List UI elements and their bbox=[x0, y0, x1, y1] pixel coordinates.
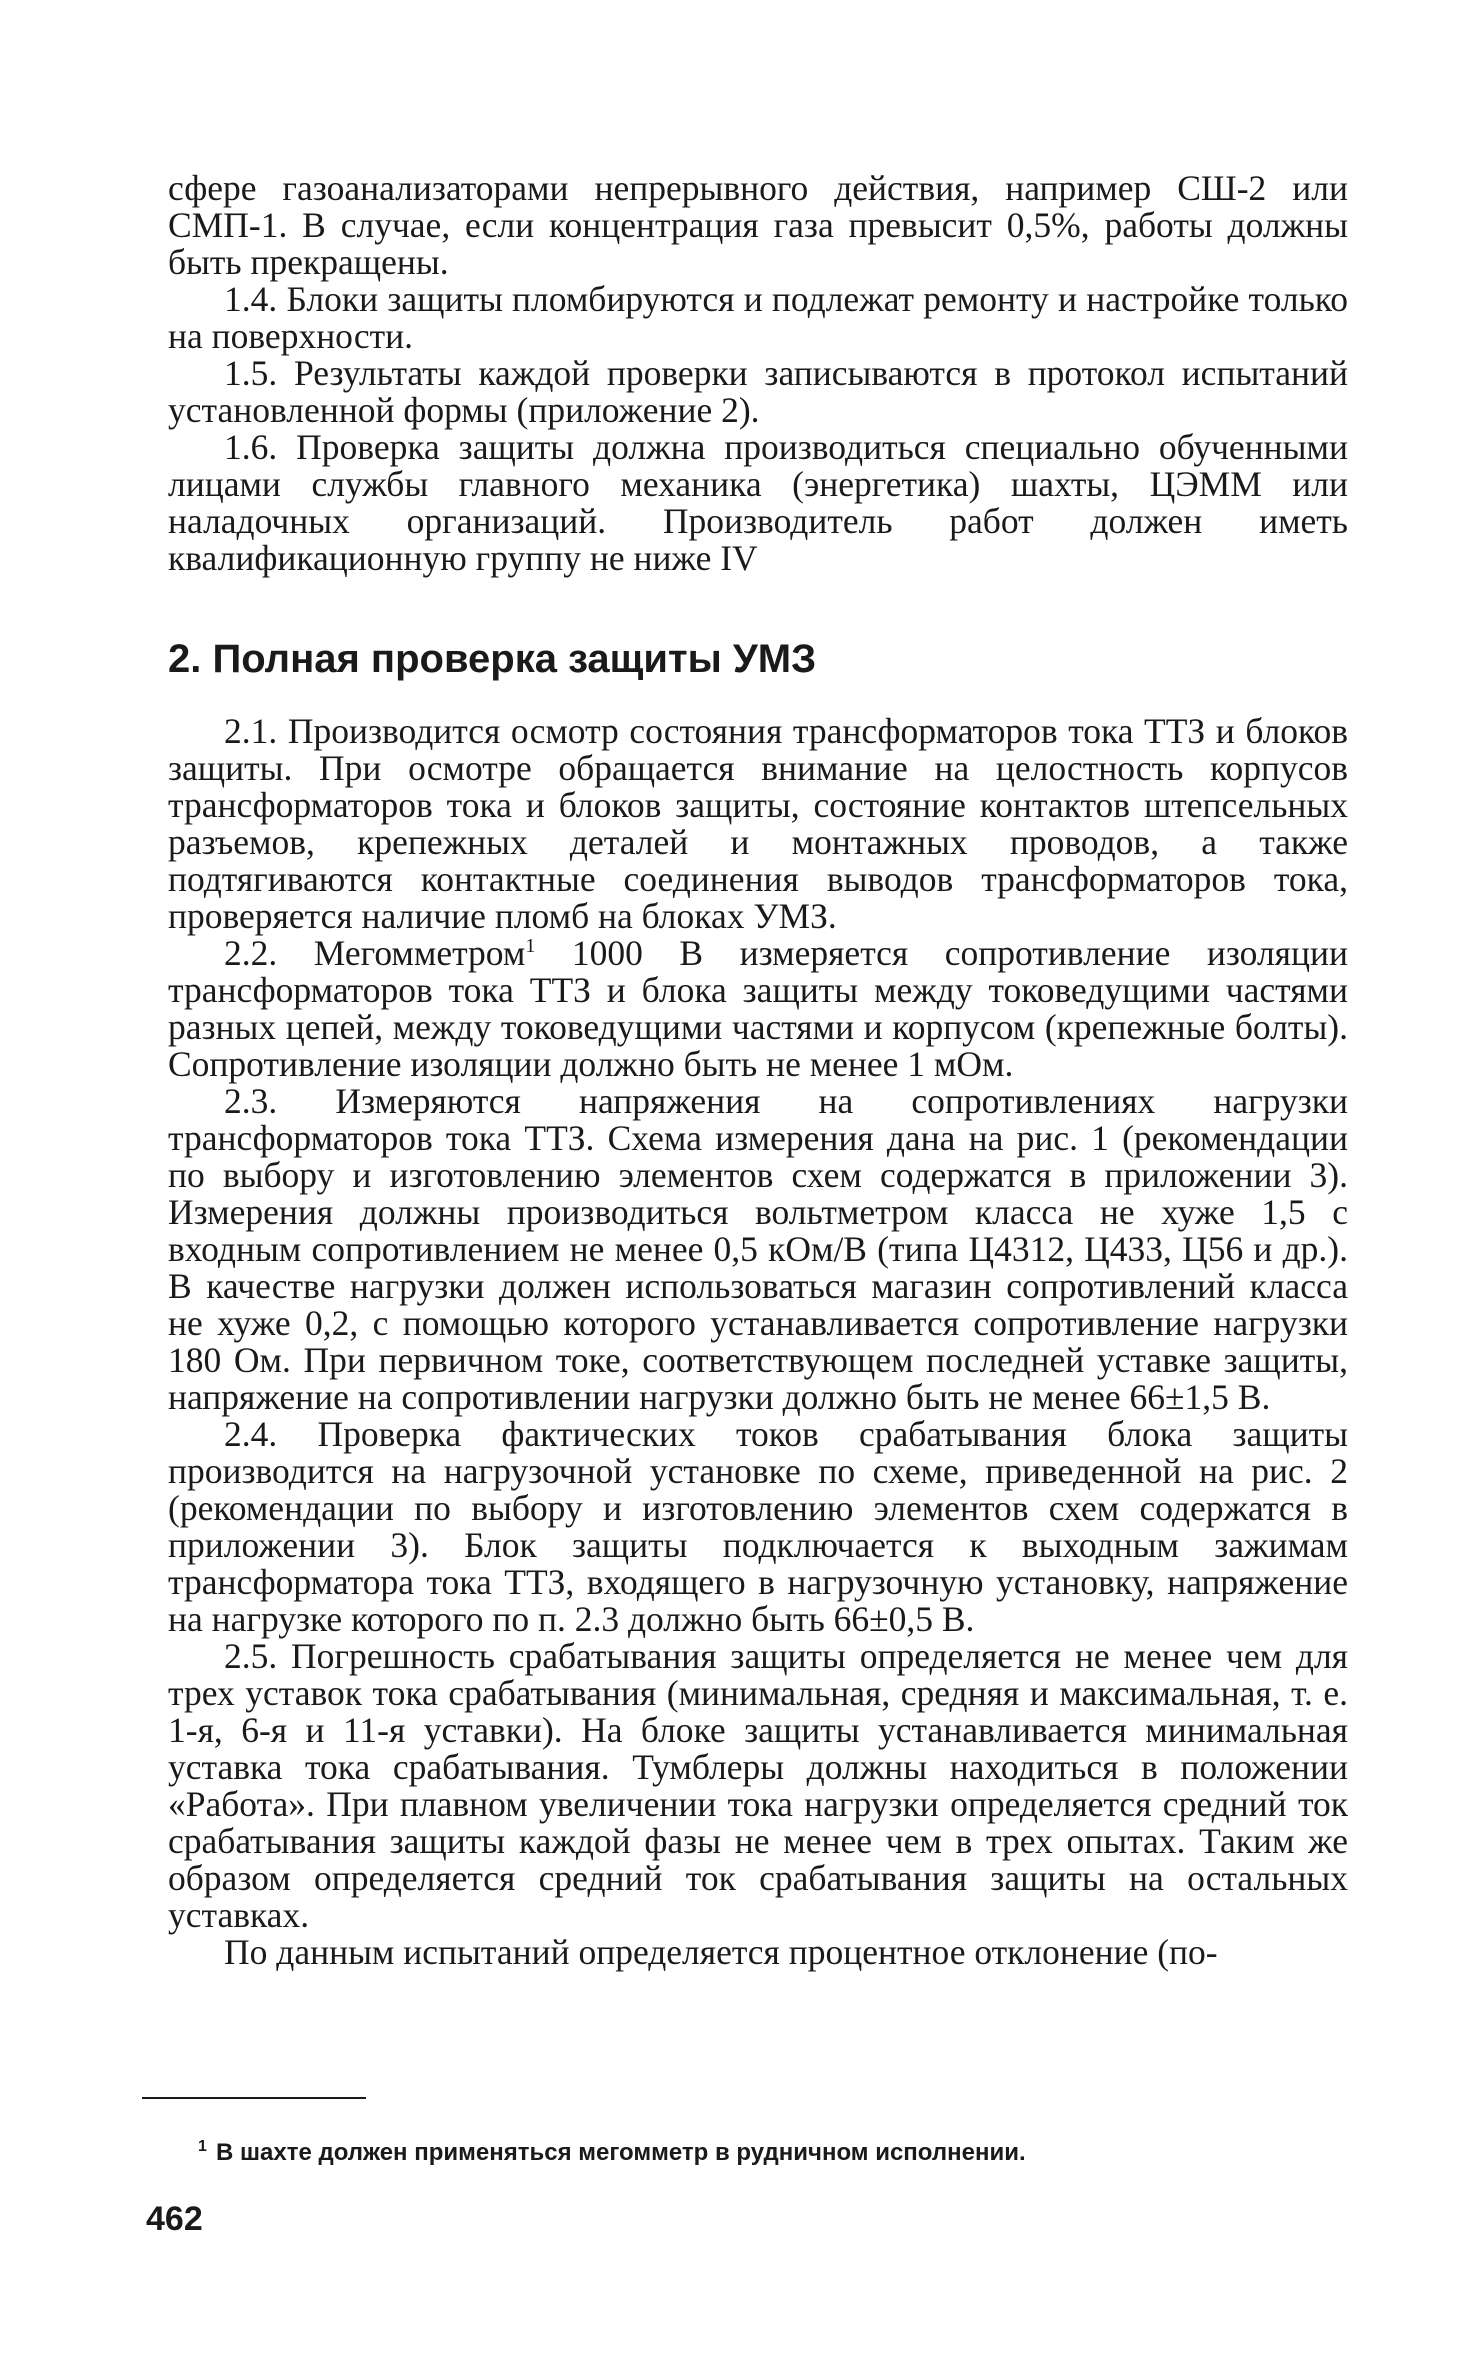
paragraph-2-3: 2.3. Измеряются напряжения на сопротивлениях нагрузки трансформаторов тока ТТЗ. Схема измерения дана на рис. 1 (рекомендации по выбору и изготовлению элементов схем содержатся в приложении 3). Измерения должны производиться вольтметром класса не хуже 1,5 с входным сопротивлением не менее 0,5 кОм/В (типа Ц4312, Ц433, Ц56 и др.). В качестве нагрузки должен использоваться магазин сопротивлений класса не хуже 0,2, с помощью которого устанавливается сопротивление нагрузки 180 Ом. При первичном токе, соответствующем последней уставке защиты, напряжение на сопротивлении нагрузки должно быть не менее 66±1,5 В. bbox=[168, 1081, 1348, 1417]
paragraph-continued: По данным испытаний определяется процентное отклонение (по- bbox=[224, 1932, 1218, 1972]
paragraph-2-2 bbox=[168, 935, 1348, 1083]
footnote bbox=[198, 2138, 1346, 2168]
footnote-reference: 1 bbox=[525, 935, 536, 958]
paragraph-1-6: 1.6. Проверка защиты должна производиться специально обученными лицами службы главного механика (энергетика) шахты, ЦЭММ или наладочных организаций. Производитель работ должен иметь квалификационную группу не ниже IV bbox=[168, 427, 1348, 578]
footnote-text: В шахте должен применяться мегомметр в рудничном исполнении. bbox=[216, 2139, 1026, 2166]
paragraph-2-2-start: 2.2. Мегомметром bbox=[224, 933, 526, 973]
page-number: 462 bbox=[146, 2200, 203, 2238]
paragraph-2-2-end: 1000 В измеряется сопротивление изоляции трансформаторов тока ТТЗ и блока защиты между токоведущими частями разных цепей, между токоведущими частями и корпусом (крепежные болты). Сопротивление изоляции должно быть не менее 1 мОм. bbox=[168, 933, 1348, 1084]
paragraph-1-5: 1.5. Результаты каждой проверки записываются в протокол испытаний установленной формы (приложение 2). bbox=[168, 353, 1348, 430]
paragraph-continuation: сфере газоанализаторами непрерывного действия, например СШ-2 или СМП-1. В случае, если концентрация газа превысит 0,5%, работы должны быть прекращены. bbox=[168, 168, 1348, 282]
paragraph-2-1: 2.1. Производится осмотр состояния трансформаторов тока ТТЗ и блоков защиты. При осмотре обращается внимание на целостность корпусов трансформаторов тока и блоков защиты, состояние контактов штепсельных разъемов, крепежных деталей и монтажных проводов, а также подтягиваются контактные соединения выводов трансформаторов тока, проверяется наличие пломб на блоках УМЗ. bbox=[168, 711, 1348, 936]
page-body bbox=[168, 170, 1348, 1971]
paragraph-2-4: 2.4. Проверка фактических токов срабатывания блока защиты производится на нагрузочной установке по схеме, приведенной на рис. 2 (рекомендации по выбору и изготовлению элементов схем содержатся в приложении 3). Блок защиты подключается к выходным зажимам трансформатора тока ТТЗ, входящего в нагрузочную установку, напряжение на нагрузке которого по п. 2.3 должно быть 66±0,5 В. bbox=[168, 1414, 1348, 1639]
paragraph-1-4: 1.4. Блоки защиты пломбируются и подлежат ремонту и настройке только на поверхности. bbox=[168, 279, 1348, 356]
footnote-mark: 1 bbox=[198, 2138, 207, 2155]
section-heading: 2. Полная проверка защиты УМЗ bbox=[168, 637, 817, 681]
paragraph-2-5: 2.5. Погрешность срабатывания защиты определяется не менее чем для трех уставок тока срабатывания (минимальная, средняя и максимальная, т. е. 1-я, 6-я и 11-я уставки). На блоке защиты устанавливается минимальная уставка тока срабатывания. Тумблеры должны находиться в положении «Работа». При плавном увеличении тока нагрузки определяется средний ток срабатывания защиты каждой фазы не менее чем в трех опытах. Таким же образом определяется средний ток срабатывания защиты на остальных уставках. bbox=[168, 1636, 1348, 1935]
footnote-divider bbox=[142, 2097, 366, 2099]
